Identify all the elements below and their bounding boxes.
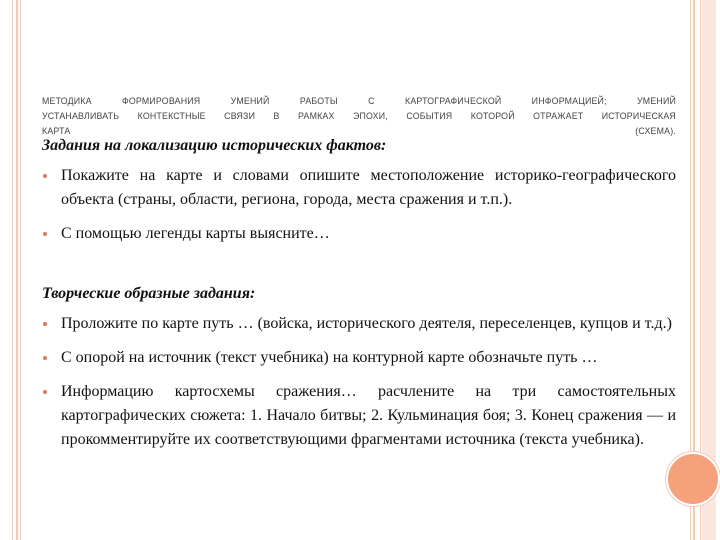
list-item-text: Покажите на карте и словами опишите местоположение историко-географического объекта (страны, области, региона, города, места сражения и т.п.).: [61, 167, 676, 208]
list-item: [42, 380, 676, 452]
left-border-line: [12, 0, 13, 540]
bullet-icon: [43, 232, 47, 236]
left-border-line: [20, 0, 21, 540]
bullet-icon: [43, 356, 47, 360]
list-item: [42, 222, 676, 246]
left-border-line: [16, 0, 18, 540]
list-item: [42, 312, 676, 336]
section-heading-localization: Задания на локализацию исторических фактов:: [42, 137, 387, 154]
bullet-icon: [43, 390, 47, 394]
creative-tasks-list: [42, 312, 676, 452]
list-item-text: Информацию картосхемы сражения… расчлените на три самостоятельных картографических сюжета: 1. Начало битвы; 2. Кульминация боя; 3. Конец сражения — и прокомментируйте их соответствующими фрагментами источника (текста учебника).: [61, 383, 676, 448]
slide-title-line: УСТАНАВЛИВАТЬ КОНТЕКСТНЫЕ СВЯЗИ В РАМКАХ ЭПОХИ, СОБЫТИЯ КОТОРОЙ ОТРАЖАЕТ ИСТОРИЧЕСКАЯ: [42, 111, 676, 121]
bullet-icon: [43, 322, 47, 326]
slide-title-line: МЕТОДИКА ФОРМИРОВАНИЯ УМЕНИЙ РАБОТЫ С КАРТОГРАФИЧЕСКОЙ ИНФОРМАЦИЕЙ; УМЕНИЙ: [42, 96, 676, 106]
list-item-text: Проложите по карте путь … (войска, исторического деятеля, переселенцев, купцов и т.д.): [61, 315, 672, 332]
list-item: [42, 346, 676, 370]
slide-title: [42, 94, 676, 139]
slide-content: [42, 134, 676, 462]
section-heading-creative: Творческие образные задания:: [42, 285, 256, 302]
list-item-text: С опорой на источник (текст учебника) на контурной карте обозначьте путь …: [61, 349, 598, 366]
bullet-icon: [43, 174, 47, 178]
decorative-circle-icon: [666, 452, 720, 506]
slide-title-word: (СХЕМА).: [635, 126, 676, 136]
section-spacer: [42, 256, 676, 282]
list-item: [42, 164, 676, 212]
localization-tasks-list: [42, 164, 676, 246]
slide-title-word: КАРТА: [42, 126, 71, 136]
list-item-text: С помощью легенды карты выясните…: [61, 225, 330, 242]
